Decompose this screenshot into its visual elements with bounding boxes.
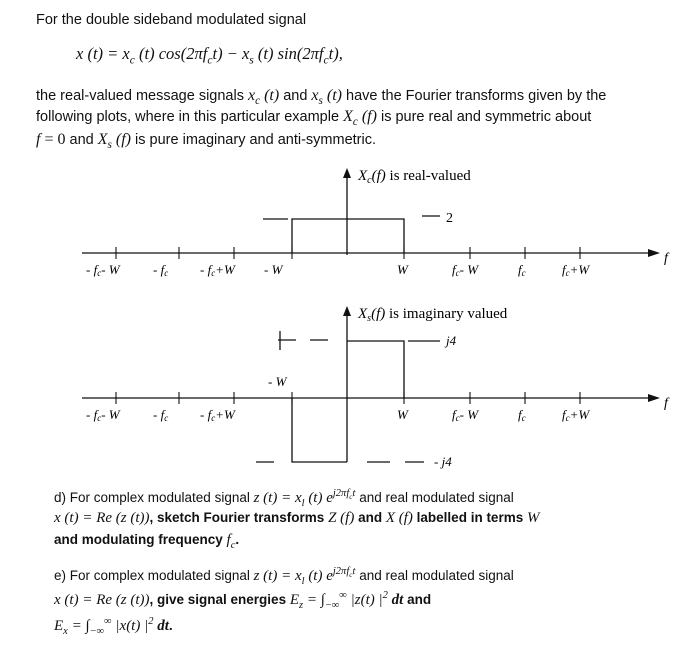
- plot2-axis-label: f: [664, 396, 668, 411]
- tick-label: - fc+W: [200, 262, 235, 278]
- tick-label: W: [397, 407, 408, 422]
- tick-label: W: [397, 262, 408, 277]
- tick-label: fc: [518, 407, 526, 423]
- plot2-negative-rect: [292, 398, 347, 462]
- paragraph-line-2: following plots, where in this particular example $X_c$ (f) is pure real and symmetric about: [36, 108, 592, 129]
- tick-label: fc: [518, 262, 526, 278]
- plot-xc: [82, 168, 670, 278]
- paragraph-line-3: f = 0 and $X_s$ (f) is pure imaginary and anti-symmetric.: [36, 131, 376, 152]
- part-d-line-2: x (t) = Re (z (t)), sketch Fourier transforms Z (f) and X (f) labelled in terms W: [54, 510, 540, 526]
- tick-label: - fc- W: [86, 407, 120, 423]
- tick-label: fc- W: [452, 407, 479, 423]
- plot1-title: $X_c(f)$ is real-valued: [358, 168, 471, 186]
- plot2-positive-rect: [347, 341, 404, 398]
- tick-label: - fc+W: [200, 407, 235, 423]
- paragraph-line-1: the real-valued message signals $x_c$ (t) and $x_s$ (t) have the Fourier transforms given by the: [36, 87, 607, 108]
- plot1-tick-labels: [86, 262, 590, 278]
- plot1-amplitude-label: 2: [446, 211, 453, 226]
- tick-label: - W: [264, 262, 283, 277]
- part-e-line-2: x (t) = Re (z (t)), give signal energies $E_z = \int_{-\infty}^\infty$ |z(t) $|^2$ dt and: [54, 590, 432, 611]
- plot1-y-arrow: [343, 168, 351, 178]
- tick-label: - fc: [153, 262, 169, 278]
- modulated-signal-equation: x $(t) = x_c$ (t) $\cos(2\pi f_ct) - x_s$ (t) $\sin(2\pi f_ct)$,: [76, 44, 343, 67]
- tick-label: fc- W: [452, 262, 479, 278]
- plot-xs: [82, 306, 670, 469]
- plot2-neg-label: - j4: [434, 454, 452, 469]
- part-d-line-1: d) For complex modulated signal z $(t) = x_l$ (t) $e^{j2\pi f_ct}$ and real modulated signal: [54, 488, 514, 509]
- plot2-tick-labels: [86, 407, 590, 423]
- intro-line: For the double sideband modulated signal: [36, 12, 307, 28]
- plot2-pos-label: j4: [446, 333, 457, 348]
- tick-label: fc+W: [562, 262, 590, 278]
- plot2-y-arrow: [343, 306, 351, 316]
- part-e-line-3: $E_x = \int_{-\infty}^\infty$ |x(t) $|^2$ dt.: [54, 616, 173, 637]
- plot2-x-arrow: [648, 394, 660, 402]
- plot1-axis-label: f: [664, 251, 668, 266]
- tick-label: - fc- W: [86, 262, 120, 278]
- plot1-spectrum-rect: [292, 219, 404, 253]
- tick-label: fc+W: [562, 407, 590, 423]
- plot1-x-arrow: [648, 249, 660, 257]
- tick-label: - W: [268, 374, 287, 389]
- part-d-line-3: and modulating frequency $f_c$.: [54, 532, 240, 551]
- plot2-title: $X_s(f)$ is imaginary valued: [358, 306, 508, 324]
- tick-label: - fc: [153, 407, 169, 423]
- part-e-line-1: e) For complex modulated signal z $(t) = x_l$ (t) $e^{j2\pi f_ct}$ and real modulated signal: [54, 566, 514, 587]
